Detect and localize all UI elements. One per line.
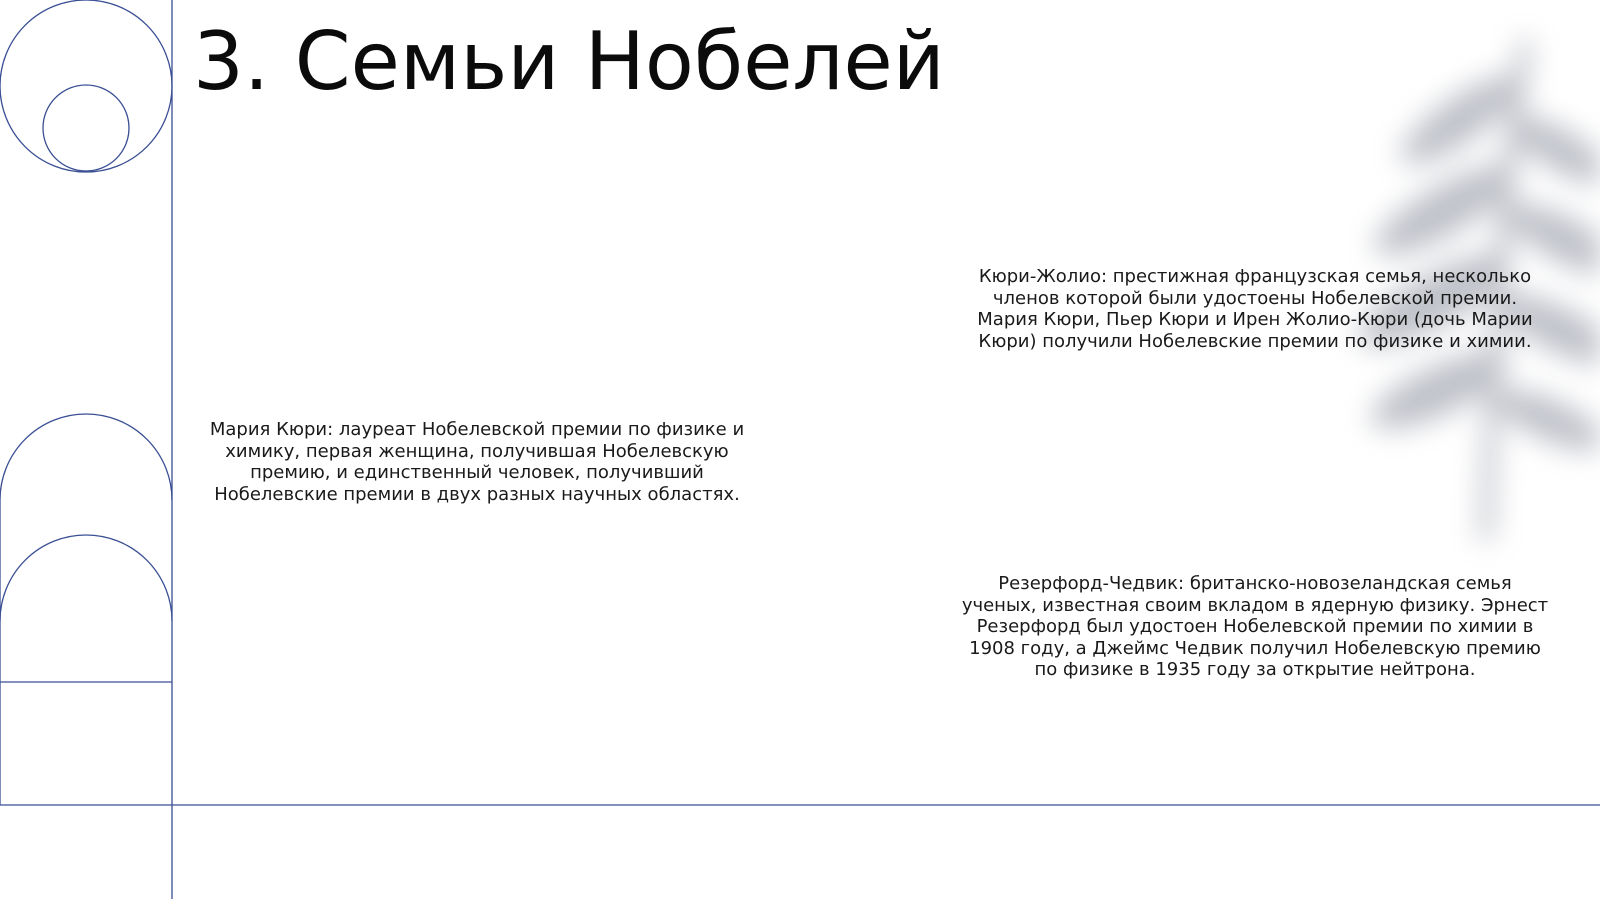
upper-arch xyxy=(0,414,172,500)
large-circle xyxy=(0,0,172,172)
lower-arch xyxy=(0,535,172,621)
slide-title: 3. Семьи Нобелей xyxy=(193,15,945,108)
rutherford-chadwick-family-text: Резерфорд-Чедвик: британско-новозеландская семья ученых, известная своим вкладом в ядерную физику. Эрнест Резерфорд был удостоен Нобелевской премии по химии в 1908 году, а Джеймс Чедвик получил Нобелевскую премию по физике в 1935 году за открытие нейтрона. xyxy=(961,573,1549,680)
small-circle xyxy=(43,85,129,171)
curie-joliot-family-text: Кюри-Жолио: престижная французская семья, несколько членов которой были удостоены Нобелевской премии. Мария Кюри, Пьер Кюри и Ирен Жолио-Кюри (дочь Марии Кюри) получили Нобелевские премии по физике и химии. xyxy=(977,266,1533,352)
marie-curie-text: Мария Кюри: лауреат Нобелевской премии по физике и химику, первая женщина, получившая Нобелевскую премию, и единственный человек, получивший Нобелевские премии в двух разных научных областях. xyxy=(209,419,745,505)
